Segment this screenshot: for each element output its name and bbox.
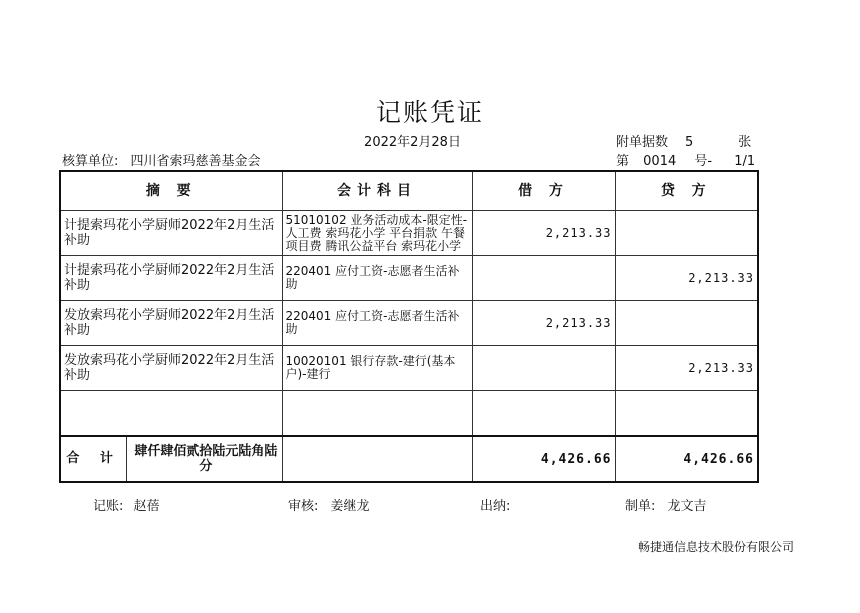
- table-row: [60, 301, 758, 346]
- total-debit: 4,426.66: [472, 436, 615, 482]
- header-credit: 贷 方: [615, 171, 758, 211]
- attachment-label: 附单据数: [616, 135, 669, 150]
- voucher-number-suffix: 号-: [694, 154, 713, 169]
- header-account: 会计科目: [282, 171, 472, 211]
- row-account: [282, 391, 472, 437]
- row-credit: [615, 301, 758, 346]
- voucher-page: 1/1: [734, 154, 756, 169]
- voucher-number-prefix: 第: [616, 154, 630, 169]
- header-summary: 摘 要: [60, 171, 282, 211]
- row-account: 220401 应付工资-志愿者生活补助: [282, 301, 472, 346]
- row-debit: 2,213.33: [472, 301, 615, 346]
- accounting-unit-name: 四川省索玛慈善基金会: [130, 154, 261, 169]
- voucher-number: [616, 150, 755, 169]
- total-label: [60, 436, 282, 482]
- row-account: 220401 应付工资-志愿者生活补助: [282, 256, 472, 301]
- software-company: 畅捷通信息技术股份有限公司: [637, 540, 794, 554]
- reviewer-name: 姜继龙: [330, 499, 370, 514]
- bookkeeper-label: 记账:: [93, 499, 124, 514]
- attachment-number: 5: [685, 135, 694, 150]
- accounting-unit: [62, 150, 261, 169]
- reviewer: [288, 495, 370, 514]
- maker-name: 龙文吉: [667, 499, 707, 514]
- total-credit: 4,426.66: [615, 436, 758, 482]
- row-credit: [615, 391, 758, 437]
- row-credit: 2,213.33: [615, 346, 758, 391]
- cashier: [480, 495, 510, 514]
- row-account: 51010102 业务活动成本-限定性-人工费 索玛花小学 平台捐款 午餐项目费 腾讯公益平台 索玛花小学: [282, 211, 472, 256]
- cashier-label: 出纳:: [480, 499, 511, 514]
- table-row: [60, 211, 758, 256]
- table-header-row: [60, 171, 758, 211]
- total-words-spacer: [282, 436, 472, 482]
- bookkeeper-name: 赵蓓: [133, 499, 160, 514]
- reviewer-label: 审核:: [288, 499, 319, 514]
- attachment-unit: 张: [738, 135, 752, 150]
- table-row: [60, 256, 758, 301]
- accounting-unit-label: 核算单位:: [62, 154, 119, 169]
- row-summary: 发放索玛花小学厨师2022年2月生活补助: [60, 301, 282, 346]
- total-label-text: 合 计: [61, 437, 127, 481]
- voucher-table: [59, 170, 759, 483]
- row-summary: 计提索玛花小学厨师2022年2月生活补助: [60, 256, 282, 301]
- total-amount-words: 肆仟肆佰贰拾陆元陆角陆分: [134, 444, 278, 474]
- total-row: [60, 436, 758, 482]
- maker: [625, 495, 707, 514]
- row-debit: [472, 256, 615, 301]
- row-debit: [472, 391, 615, 437]
- voucher-date: 2022年2月28日: [364, 135, 461, 150]
- header-debit: 借 方: [472, 171, 615, 211]
- row-credit: [615, 211, 758, 256]
- bookkeeper: [93, 495, 160, 514]
- row-summary: [60, 391, 282, 437]
- voucher-title: 记账凭证: [375, 98, 484, 127]
- row-summary: 发放索玛花小学厨师2022年2月生活补助: [60, 346, 282, 391]
- table-row-empty: [60, 391, 758, 437]
- row-debit: [472, 346, 615, 391]
- maker-label: 制单:: [625, 499, 656, 514]
- table-row: [60, 346, 758, 391]
- row-account: 10020101 银行存款-建行(基本户)-建行: [282, 346, 472, 391]
- voucher-number-value: 0014: [643, 154, 677, 169]
- row-debit: 2,213.33: [472, 211, 615, 256]
- attachment-count: [616, 131, 751, 150]
- row-credit: 2,213.33: [615, 256, 758, 301]
- row-summary: 计提索玛花小学厨师2022年2月生活补助: [60, 211, 282, 256]
